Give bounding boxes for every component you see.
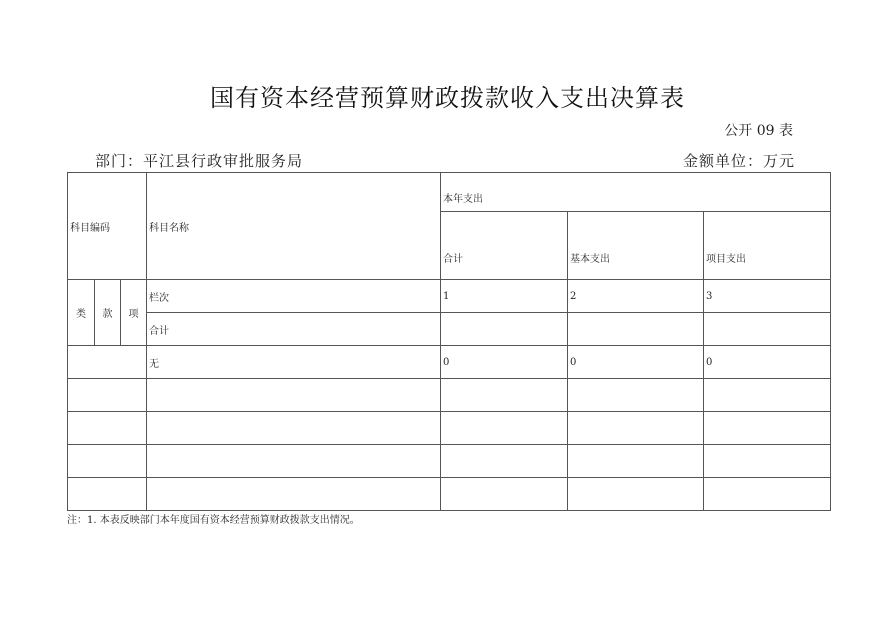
total-row-project: [704, 313, 831, 346]
section-label: 款: [95, 280, 121, 346]
total-row-total: [441, 313, 568, 346]
class-label: 类: [68, 280, 95, 346]
basic-expense-header: 基本支出: [568, 212, 704, 280]
budget-table: [67, 172, 831, 511]
empty-row: [68, 412, 831, 445]
row-basic: 0: [568, 346, 704, 379]
current-year-header: 本年支出: [441, 173, 831, 212]
form-number: 公开 09 表: [724, 123, 793, 139]
total-row-label: 合计: [147, 313, 441, 346]
column-number-2: 2: [568, 280, 704, 313]
column-label: 栏次: [147, 280, 441, 313]
column-number-1: 1: [441, 280, 568, 313]
page-title: 国有资本经营预算财政拨款收入支出决算表: [210, 84, 685, 112]
subject-code-header: 科目编码: [68, 173, 147, 280]
row-total: 0: [441, 346, 568, 379]
header-row-1: [68, 173, 831, 212]
row-name: 无: [147, 346, 441, 379]
row-project: 0: [704, 346, 831, 379]
item-label: 项: [121, 280, 147, 346]
empty-row: [68, 478, 831, 511]
total-header: 合计: [441, 212, 568, 280]
column-number-3: 3: [704, 280, 831, 313]
footnote: 注：1. 本表反映部门本年度国有资本经营预算财政拨款支出情况。: [67, 515, 360, 526]
subject-name-header: 科目名称: [147, 173, 441, 280]
empty-row: [68, 379, 831, 412]
total-row-basic: [568, 313, 704, 346]
empty-row: [68, 445, 831, 478]
amount-unit-label: 金额单位：万元: [682, 152, 795, 170]
total-row: [68, 313, 831, 346]
project-expense-header: 项目支出: [704, 212, 831, 280]
table-row: [68, 346, 831, 379]
row-code: [68, 346, 147, 379]
department-label: 部门：平江县行政审批服务局: [95, 152, 304, 170]
column-number-row: [68, 280, 831, 313]
